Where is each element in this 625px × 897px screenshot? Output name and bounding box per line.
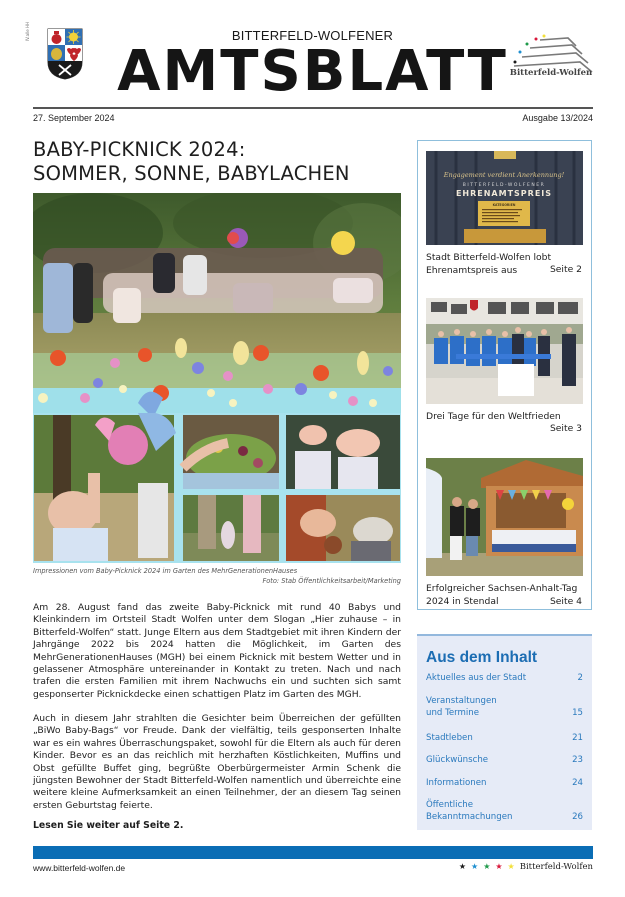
toc-item-label: Glückwünsche [426,755,489,765]
toc-item-label: Stadtleben [426,733,473,743]
masthead-kicker: BITTERFELD-WOLFENER [231,28,394,43]
toc-item[interactable] [426,800,583,823]
collage-photo-balloon [34,413,176,561]
collage-photo-fruit [183,415,279,489]
toc-item-label: Informationen [426,778,487,788]
toc-item-page: 26 [572,811,583,822]
article-paragraph: Am 28. August fand das zweite Baby-Picknick mit rund 40 Babys und Kleinkindern im Ortsteil Stadt Wolfen unter dem Slogan „Hier zuhause – in Bitterfeld-Wolfen“ statt. Junge Eltern aus dem Stadtgebiet mit ihren Kindern der Jahrgänge 2022 bis 2024 hatten die Möglichkeit, im Garten des MehrGenerationenHauses (MGH) bei einem Picknick mit bestem Wetter und in gelassener Atmosphäre untereinander in Kontakt zu treten. Nach und nach trafen die ersten Familien mit ihrem Nachwuchs ein und suchten sich samt gesponserter Picknickdecke einen schattigen Platz im Garten des MGH. [33,602,401,700]
teaser-image-weltfrieden [426,298,583,404]
photo-credit: Foto: Stab Öffentlichkeitsarbeit/Marketing [262,577,401,585]
photo-collage [33,413,401,563]
collage-photo-walking [183,495,279,561]
article-headline [33,138,413,186]
toc-item-page: 15 [572,707,583,718]
photo-caption: Impressionen vom Baby-Picknick 2024 im Garten des MehrGenerationenHauses [33,567,298,575]
vertical-note: IV.alle HH [25,22,30,42]
teaser-page: Seite 3 [549,423,582,434]
teaser-title: Stadt Bitterfeld-Wolfen lobt Ehrenamtspreis aus [426,252,552,276]
headline-line-2: SOMMER, SONNE, BABYLACHEN [33,162,350,185]
toc-item[interactable] [426,696,583,719]
teaser-image-script: Engagement verdient Anerkennung! [443,171,565,179]
toc-title: Aus dem Inhalt [426,649,538,666]
teaser-page: Seite 2 [549,264,582,275]
toc-item-label: Aktuelles aus der Stadt [426,673,527,683]
continue-reading-link[interactable]: Lesen Sie weiter auf Seite 2. [33,820,184,831]
website-link[interactable]: www.bitterfeld-wolfen.de [33,863,126,873]
masthead-title: AMTSBLATT [117,39,508,104]
footer-bar [33,846,593,859]
toc-item-page: 23 [572,755,583,765]
teaser-page: Seite 4 [549,595,582,607]
footer-brand-text: Bitterfeld-Wolfen [519,862,593,872]
toc-item-label: Öffentliche Bekanntmachungen [426,800,513,822]
teaser-image-ehrenamtspreis [426,151,583,245]
teaser-image-sachsen-anhalt-tag [426,458,583,576]
headline-line-1: BABY-PICKNICK 2024: [33,138,246,161]
star-icon: ★ [471,862,479,871]
table-of-contents [417,634,592,830]
toc-item[interactable] [426,673,583,685]
star-icon: ★ [495,862,503,871]
toc-item[interactable] [426,778,583,790]
toc-item-label: Veranstaltungen und Termine [426,696,497,718]
star-icon: ★ [458,862,467,871]
toc-item-page: 2 [577,673,583,683]
collage-photo-toddlers [286,415,400,489]
star-icon: ★ [507,862,515,871]
teaser-title: Drei Tage für den Weltfrieden [426,411,561,422]
toc-item-page: 24 [572,778,583,788]
toc-item-page: 21 [572,733,583,743]
article-paragraph: Auch in diesem Jahr strahlten die Gesichter beim Überreichen der gefüllten „BiWo Baby-Bags“ vor Freude. Dank der vielfältig, teils gesponserten Inhalte war es ein wahres Überraschungspaket, sowohl für die Eltern als auch für deren Kinder. Bevor es an das reichlich mit herzhaften Köstlichkeiten, Muffins und Obst gefüllte Buffet ging, begrüßte Oberbürgermeister Armin Schenk die jüngsten Bewohner der Stadt Bitterfeld-Wolfen namentlich und überreichte eine weitere kleine Aufmerksamkeit an einen Teilnehmer, der an diesem Tag seinen ersten Geburtstag feierte. [33,713,401,811]
teaser-image-big: EHRENAMTSPREIS [455,189,553,198]
star-icon: ★ [483,862,491,871]
teaser-image-small: BITTERFELD-WOLFENER [462,183,546,188]
toc-item[interactable] [426,733,583,745]
city-logo-text: Bitterfeld-Wolfen [509,68,593,78]
teaser-box [417,140,592,610]
issue-date: 27. September 2024 [33,113,115,123]
group-photo [33,193,401,413]
header-divider [33,107,593,109]
toc-item[interactable] [426,755,583,767]
footer-brand [459,862,593,872]
teaser-image-box-title: KATEGORIEN [492,203,516,207]
teaser-title: Erfolgreicher Sachsen-Anhalt-Tag 2024 in Stendal [426,583,578,607]
issue-number: Ausgabe 13/2024 [522,113,593,123]
collage-photo-woman-toddler [286,495,400,561]
